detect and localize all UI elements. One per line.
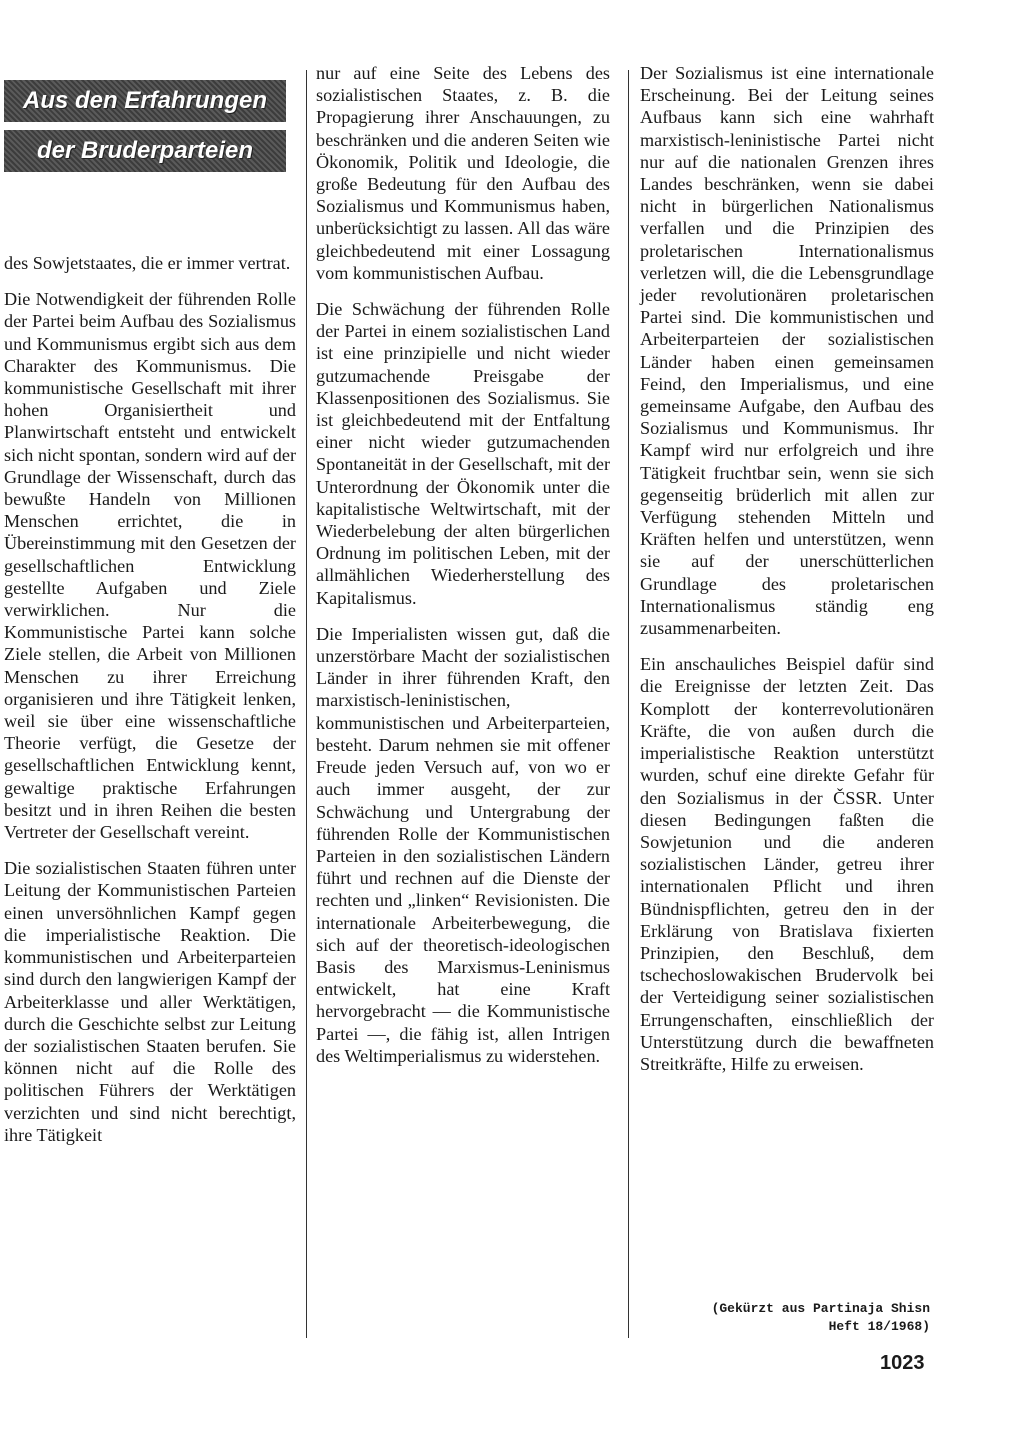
column-divider xyxy=(628,70,629,1338)
paragraph: Der Sozialismus ist eine internationale Erscheinung. Bei der Leitung seines Aufbaus kann sich eine wahrhaft marxistisch-leninistische Partei nicht nur auf die nationalen Grenzen ihres Landes beschränken, wenn sie dabei nicht in bürgerlichen Nationalismus verfallen und die Prinzipien des proletarischen Internationalismus verletzen will, die die Lebensgrundlage jeder revolutionären proletarischen Partei sind. Die kommunistischen und Arbeiterparteien der sozialistischen Länder haben einen gemeinsamen Feind, den Imperialismus, und eine gemeinsame Aufgabe, den Aufbau des Sozialismus und Kommunismus. Ihr Kampf wird nur erfolgreich und ihre Tätigkeit fruchtbar sein, wenn sie sich gegenseitig brüderlich mit allen zur Verfügung stehenden Mitteln und Kräften helfen und unterstützen, wenn sie auf der unerschütterlichen Grundlage des proletarischen Internationalismus ständig eng zusammenarbeiten. xyxy=(640,63,934,639)
source-citation-line: Heft 18/1968) xyxy=(828,1319,930,1334)
text-column-2 xyxy=(316,62,610,1081)
column-divider xyxy=(306,70,307,1338)
page-number: 1023 xyxy=(880,1352,925,1374)
section-banner-line-1: Aus den Erfahrungen xyxy=(4,80,286,122)
paragraph: Die sozialistischen Staaten führen unter Leitung der Kommunistischen Parteien einen unversöhnlichen Kampf gegen die imperialistische Reaktion. Die kommunistischen und Arbeiterparteien sind durch den langwierigen Kampf der Arbeiterklasse und aller Werktätigen, durch die Geschichte selbst zur Leitung der sozialistischen Staaten berufen. Sie können nicht auf die Rolle des politischen Führers der Werktätigen verzichten und sind nicht berechtigt, ihre Tätigkeit xyxy=(4,858,296,1145)
section-banner-line-2: der Bruderparteien xyxy=(4,130,286,172)
paragraph: nur auf eine Seite des Lebens des sozialistischen Staates, z. B. die Propagierung ihrer Anschauungen, zu beschränken und die anderen Seiten wie Ökonomik, Politik und Ideologie, die große Bedeutung für den Aufbau des Sozialismus und Kommunismus haben, unberücksichtigt zu lassen. All das wäre gleichbedeutend mit einer Lossagung vom kommunistischen Aufbau. xyxy=(316,63,610,283)
paragraph: Ein anschauliches Beispiel dafür sind die Ereignisse der letzten Zeit. Das Komplott der konterrevolutionären Kräfte, die von außen durch die imperialistische Reaktion unterstützt wurden, schuf eine direkte Gefahr für den Sozialismus in der ČSSR. Unter diesen Bedingungen faßten die Sowjetunion und die anderen sozialistischen Länder, getreu ihrer internationalen Pflicht und ihren Bündnispflichten, getreu den in der Erklärung von Bratislava fixierten Prinzipien, den Beschluß, dem tschechoslowakischen Brudervolk bei der Verteidigung seiner sozialistischen Errungenschaften, einschließlich der Unterstützung durch die bewaffneten Streitkräfte, Hilfe zu erweisen. xyxy=(640,654,934,1074)
paragraph: Die Notwendigkeit der führenden Rolle der Partei beim Aufbau des Sozialismus und Kommunismus ergibt sich aus dem Charakter des Kommunismus. Die kommunistische Gesellschaft mit ihrer hohen Organisiertheit und Planwirtschaft entsteht und entwickelt sich nicht spontan, sondern wird auf der Grundlage der Wissenschaft, durch das bewußte Handeln von Millionen Menschen errichtet, die in Übereinstimmung mit den Gesetzen der gesellschaftlichen Entwicklung gestellte Aufgaben und Ziele verwirklichen. Nur die Kommunistische Partei kann solche Ziele stellen, die Arbeit von Millionen Menschen zu ihrer Erreichung organisieren und ihre Tätigkeit lenken, weil sie über eine wissenschaftliche Theorie verfügt, die Gesetze der gesellschaftlichen Entwicklung kennt, gewaltige praktische Erfahrungen besitzt und in ihren Reihen die besten Vertreter der Gesellschaft vereint. xyxy=(4,289,296,843)
paragraph: des Sowjetstaates, die er immer vertrat. xyxy=(4,253,291,273)
source-citation-line: (Gekürzt aus Partinaja Shisn xyxy=(711,1301,930,1316)
paragraph: Die Imperialisten wissen gut, daß die unzerstörbare Macht der sozialistischen Länder in ihrer führenden Kraft, den marxistisch-leninistischen, kommunistischen und Arbeiterparteien, besteht. Darum nehmen sie mit offener Freude jeden Versuch auf, von wo er auch immer ausgeht, der zur Schwächung und Untergrabung der führenden Rolle der Kommunistischen Parteien in den sozialistischen Ländern führt und rechnen auf die Dienste der rechten und „linken“ Revisionisten. Die internationale Arbeiterbewegung, die sich auf der theoretisch-ideologischen Basis des Marxismus-Leninismus entwickelt, hat eine Kraft hervorgebracht — die Kommunistische Partei —, die fähig ist, allen Intrigen des Weltimperialismus zu widerstehen. xyxy=(316,623,610,1066)
text-column-3 xyxy=(640,62,934,1089)
paragraph: Die Schwächung der führenden Rolle der Partei in einem sozialistischen Land ist eine prinzipielle und nicht wieder gutzumachende Preisgabe der Klassenpositionen des Sozialismus. Sie ist gleichbedeutend mit der Entfaltung einer nicht wieder gutzumachenden Spontaneität in der Gesellschaft, mit der Unterordnung der Ökonomik unter die kapitalistische Weltwirtschaft, mit der Wiederbelebung der alten bürgerlichen Ordnung im politischen Leben, mit der allmählichen Wiederherstellung des Kapitalismus. xyxy=(316,299,610,608)
text-column-1 xyxy=(4,252,296,1160)
source-citation xyxy=(640,1300,930,1336)
